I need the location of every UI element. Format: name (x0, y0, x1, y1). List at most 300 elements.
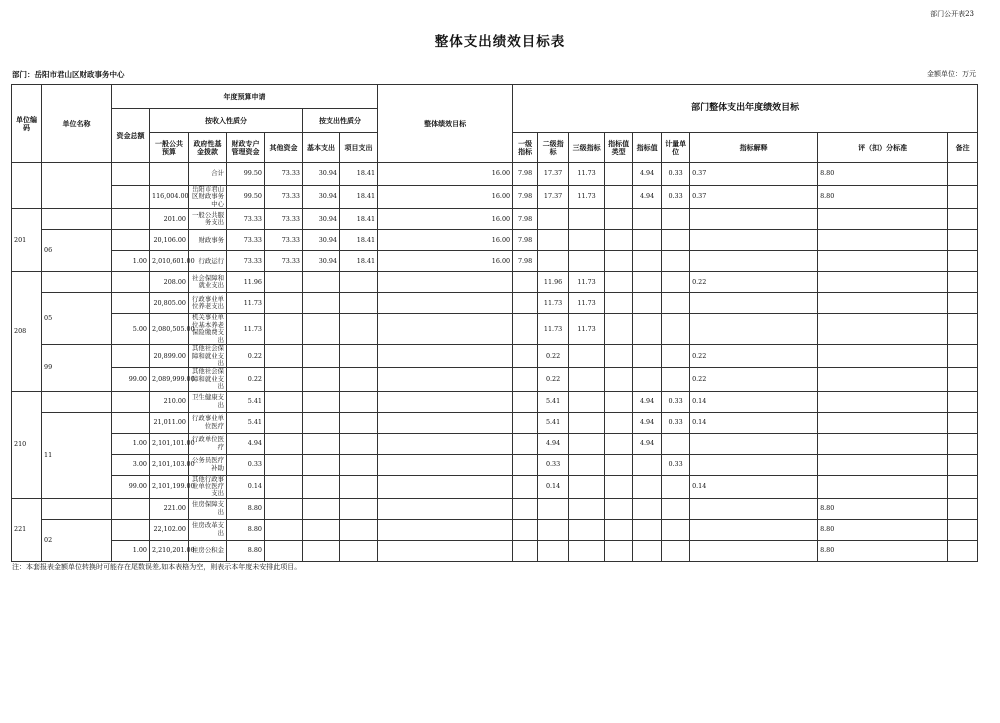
table-cell: 一般公共服务支出 (189, 209, 227, 230)
table-cell (948, 433, 978, 454)
table-cell (340, 519, 378, 540)
unit-label: 金额单位：万元 (927, 70, 976, 78)
table-cell (513, 540, 538, 561)
table-cell (569, 540, 605, 561)
table-cell (818, 314, 948, 345)
table-cell: 11.73 (538, 293, 569, 314)
table-cell (340, 433, 378, 454)
header-ind-val: 指标值 (633, 133, 662, 163)
table-cell (605, 209, 633, 230)
subcode-group-cell (42, 391, 112, 412)
table-row (12, 251, 978, 272)
table-cell (633, 293, 662, 314)
table-cell (662, 230, 690, 251)
table-cell (948, 293, 978, 314)
table-cell: 20,106.00 (150, 230, 189, 251)
table-cell (340, 475, 378, 498)
table-cell (303, 412, 340, 433)
table-cell (948, 345, 978, 368)
header-special: 财政专户管理资金 (227, 133, 265, 163)
code-group-cell: 221 (12, 498, 42, 561)
table-cell (340, 368, 378, 391)
table-cell: 30.94 (303, 251, 340, 272)
table-cell: 社会保障和就业支出 (189, 272, 227, 293)
table-cell (662, 498, 690, 519)
table-cell (513, 412, 538, 433)
table-cell: 行政事业单位养老支出 (189, 293, 227, 314)
table-cell (569, 412, 605, 433)
table-cell (303, 391, 340, 412)
subcode-group-cell (42, 209, 112, 230)
header-ind-unit: 计量单位 (662, 133, 690, 163)
header-ind-type: 指标值类型 (605, 133, 633, 163)
table-cell (948, 186, 978, 209)
table-cell: 4.94 (538, 433, 569, 454)
table-cell: 7.98 (513, 186, 538, 209)
table-cell: 0.33 (538, 454, 569, 475)
header-by-income: 按收入性质分 (150, 109, 303, 133)
table-cell: 73.33 (265, 186, 303, 209)
subcode-group-cell (42, 272, 112, 293)
table-cell: 其他社会保障和就业支出 (189, 345, 227, 368)
table-cell (303, 475, 340, 498)
table-cell (948, 272, 978, 293)
code-group-cell: 208 (12, 272, 42, 391)
table-row (12, 314, 978, 345)
table-cell (112, 230, 150, 251)
table-cell: 0.14 (227, 475, 265, 498)
table-cell (605, 293, 633, 314)
table-cell (340, 345, 378, 368)
table-cell (112, 186, 150, 209)
table-cell (605, 454, 633, 475)
department-label: 部门：岳阳市君山区财政事务中心 (12, 70, 125, 79)
table-cell: 11.96 (538, 272, 569, 293)
header-ind2: 二级指标 (538, 133, 569, 163)
table-cell (662, 314, 690, 345)
header-basic: 基本支出 (303, 133, 340, 163)
table-cell: 18.41 (340, 209, 378, 230)
table-cell (513, 433, 538, 454)
table-cell (513, 519, 538, 540)
table-cell: 0.22 (227, 345, 265, 368)
table-cell: 11.73 (227, 293, 265, 314)
table-cell (662, 433, 690, 454)
table-cell (569, 433, 605, 454)
table-cell (303, 433, 340, 454)
table-cell (605, 272, 633, 293)
table-cell (662, 345, 690, 368)
table-cell (378, 272, 513, 293)
table-cell (948, 251, 978, 272)
table-cell: 4.94 (633, 433, 662, 454)
table-cell: 11.73 (538, 314, 569, 345)
table-cell (948, 368, 978, 391)
table-cell: 0.33 (227, 454, 265, 475)
table-cell: 17.37 (538, 163, 569, 186)
table-cell (265, 475, 303, 498)
table-cell: 8.80 (818, 498, 948, 519)
table-cell: 20,805.00 (150, 293, 189, 314)
table-cell (605, 498, 633, 519)
table-cell: 行政运行 (189, 251, 227, 272)
table-cell (605, 433, 633, 454)
table-row (12, 230, 978, 251)
table-cell (513, 314, 538, 345)
table-cell (265, 391, 303, 412)
table-cell (112, 391, 150, 412)
table-cell (633, 475, 662, 498)
table-cell: 4.94 (633, 163, 662, 186)
table-cell (662, 519, 690, 540)
table-cell (605, 163, 633, 186)
table-cell: 0.14 (538, 475, 569, 498)
table-cell (948, 454, 978, 475)
table-cell (605, 230, 633, 251)
table-cell (303, 498, 340, 519)
table-cell: 0.33 (662, 412, 690, 433)
subcode-group-cell (42, 498, 112, 519)
table-cell (513, 293, 538, 314)
table-cell (818, 293, 948, 314)
table-row (12, 412, 978, 433)
header-budget-apply: 年度预算申请 (112, 85, 378, 109)
table-cell: 8.80 (818, 163, 948, 186)
table-cell (633, 540, 662, 561)
table-cell (538, 498, 569, 519)
table-cell: 16.00 (378, 230, 513, 251)
table-cell: 18.41 (340, 163, 378, 186)
table-cell: 30.94 (303, 163, 340, 186)
table-cell (378, 454, 513, 475)
table-cell: 1.00 (112, 433, 150, 454)
table-cell: 8.80 (227, 498, 265, 519)
table-cell (605, 412, 633, 433)
table-cell (818, 368, 948, 391)
table-cell (605, 368, 633, 391)
table-cell: 22,102.00 (150, 519, 189, 540)
table-cell (112, 498, 150, 519)
subcode-group-cell: 02 (42, 519, 112, 561)
table-cell: 11.73 (569, 186, 605, 209)
table-cell (633, 519, 662, 540)
table-cell (265, 314, 303, 345)
footnote: 注：本套报表金额单位转换时可能存在尾数误差,如本表格为空，则表示本年度未安排此项目。 (12, 563, 302, 571)
table-row (12, 475, 978, 498)
table-cell: 4.94 (633, 391, 662, 412)
subcode-group-cell: 06 (42, 230, 112, 272)
table-cell (340, 412, 378, 433)
table-cell (605, 475, 633, 498)
table-cell (340, 454, 378, 475)
table-cell (948, 230, 978, 251)
subcode-group-cell (42, 163, 112, 209)
table-cell: 0.33 (662, 186, 690, 209)
table-cell (340, 391, 378, 412)
table-cell (303, 293, 340, 314)
table-cell: 73.33 (265, 230, 303, 251)
table-cell (378, 540, 513, 561)
table-cell (513, 368, 538, 391)
table-cell (605, 540, 633, 561)
table-cell: 机关事业单位基本养老保险缴费支出 (189, 314, 227, 345)
table-cell (633, 272, 662, 293)
table-cell (948, 209, 978, 230)
table-cell: 8.80 (227, 519, 265, 540)
table-cell (690, 314, 818, 345)
table-cell (378, 433, 513, 454)
table-cell: 11.73 (227, 314, 265, 345)
code-group-cell: 210 (12, 391, 42, 498)
table-cell (633, 209, 662, 230)
table-cell (818, 272, 948, 293)
table-row (12, 345, 978, 368)
table-cell (265, 433, 303, 454)
table-cell: 7.98 (513, 163, 538, 186)
table-cell: 8.80 (818, 186, 948, 209)
table-cell: 0.22 (538, 368, 569, 391)
table-cell: 2,101,101.00 (150, 433, 189, 454)
table-cell: 73.33 (227, 230, 265, 251)
table-cell (340, 272, 378, 293)
table-cell (112, 412, 150, 433)
table-cell (633, 368, 662, 391)
subcode-group-cell: 05 (42, 293, 112, 345)
table-cell (513, 498, 538, 519)
table-row (12, 498, 978, 519)
table-cell: 5.41 (538, 412, 569, 433)
subcode-group-cell: 99 (42, 345, 112, 391)
header-dept-goal: 部门整体支出年度绩效目标 (513, 85, 978, 133)
table-cell (112, 163, 150, 186)
table-cell (378, 391, 513, 412)
table-cell (605, 391, 633, 412)
table-cell: 5.00 (112, 314, 150, 345)
table-cell (265, 540, 303, 561)
table-cell (690, 209, 818, 230)
subcode-group-cell: 11 (42, 412, 112, 498)
table-cell (818, 251, 948, 272)
table-cell (633, 454, 662, 475)
table-cell: 2,101,199.00 (150, 475, 189, 498)
table-cell (662, 540, 690, 561)
table-cell (690, 498, 818, 519)
table-cell: 30.94 (303, 230, 340, 251)
table-cell: 4.94 (227, 433, 265, 454)
table-cell: 20,899.00 (150, 345, 189, 368)
header-ind1: 一级指标 (513, 133, 538, 163)
table-cell: 2,101,103.00 (150, 454, 189, 475)
table-cell: 0.14 (690, 475, 818, 498)
table-cell: 0.37 (690, 163, 818, 186)
table-cell (948, 540, 978, 561)
table-cell (112, 272, 150, 293)
table-cell (569, 345, 605, 368)
table-cell: 21,011.00 (150, 412, 189, 433)
table-cell (818, 230, 948, 251)
table-cell: 30.94 (303, 209, 340, 230)
header-scoring: 评（扣）分标准 (818, 133, 948, 163)
table-cell: 99.50 (227, 186, 265, 209)
table-cell: 11.73 (569, 314, 605, 345)
table-cell (605, 314, 633, 345)
table-cell: 99.50 (227, 163, 265, 186)
code-group-cell: 201 (12, 209, 42, 272)
table-cell (112, 345, 150, 368)
table-cell: 0.33 (662, 163, 690, 186)
table-cell: 岳阳市君山区财政事务中心 (189, 186, 227, 209)
table-cell (948, 163, 978, 186)
table-cell (948, 519, 978, 540)
table-cell: 16.00 (378, 209, 513, 230)
table-cell (569, 519, 605, 540)
table-cell (303, 368, 340, 391)
table-cell: 18.41 (340, 186, 378, 209)
table-cell: 2,080,505.00 (150, 314, 189, 345)
table-cell: 11.96 (227, 272, 265, 293)
table-cell (340, 540, 378, 561)
table-cell: 30.94 (303, 186, 340, 209)
header-name: 单位名称 (42, 85, 112, 163)
table-cell (265, 345, 303, 368)
code-group-cell (12, 163, 42, 209)
table-row (12, 293, 978, 314)
table-cell: 16.00 (378, 186, 513, 209)
table-cell: 1.00 (112, 540, 150, 561)
table-cell (378, 314, 513, 345)
table-cell: 行政单位医疗 (189, 433, 227, 454)
table-cell: 7.98 (513, 230, 538, 251)
table-cell (569, 209, 605, 230)
table-cell: 73.33 (265, 163, 303, 186)
table-cell (538, 251, 569, 272)
table-cell (818, 391, 948, 412)
table-row (12, 186, 978, 209)
table-cell: 3.00 (112, 454, 150, 475)
table-cell: 11.73 (569, 293, 605, 314)
table-cell (605, 345, 633, 368)
table-cell: 0.22 (227, 368, 265, 391)
table-cell: 7.98 (513, 209, 538, 230)
table-cell (265, 412, 303, 433)
table-cell (303, 345, 340, 368)
table-cell (513, 454, 538, 475)
table-cell (605, 186, 633, 209)
table-cell (948, 412, 978, 433)
table-cell (569, 368, 605, 391)
table-cell: 73.33 (265, 209, 303, 230)
header-ind-explain: 指标解释 (690, 133, 818, 163)
table-cell: 2,210,201.00 (150, 540, 189, 561)
table-cell: 208.00 (150, 272, 189, 293)
table-cell: 99.00 (112, 368, 150, 391)
table-cell (112, 209, 150, 230)
table-cell (513, 391, 538, 412)
table-cell: 5.41 (227, 412, 265, 433)
table-cell: 5.41 (227, 391, 265, 412)
table-cell (569, 498, 605, 519)
table-cell (303, 454, 340, 475)
table-cell (690, 433, 818, 454)
table-cell: 17.37 (538, 186, 569, 209)
table-cell (265, 368, 303, 391)
table-row (12, 391, 978, 412)
table-cell (340, 293, 378, 314)
header-overall-goal: 整体绩效目标 (378, 85, 513, 163)
table-cell (605, 519, 633, 540)
table-cell (948, 314, 978, 345)
table-cell: 99.00 (112, 475, 150, 498)
table-cell (265, 272, 303, 293)
header-general: 一般公共预算 (150, 133, 189, 163)
table-cell: 0.33 (662, 454, 690, 475)
table-cell: 0.33 (662, 391, 690, 412)
page-title: 整体支出绩效目标表 (434, 34, 566, 50)
table-cell (303, 540, 340, 561)
table-cell: 18.41 (340, 230, 378, 251)
table-cell (633, 498, 662, 519)
table-cell (265, 454, 303, 475)
table-cell: 卫生健康支出 (189, 391, 227, 412)
header-code: 单位编码 (12, 85, 42, 163)
table-row (12, 209, 978, 230)
table-cell (605, 251, 633, 272)
table-cell (690, 293, 818, 314)
table-cell (303, 314, 340, 345)
table-cell: 住房保障支出 (189, 498, 227, 519)
table-cell: 财政事务 (189, 230, 227, 251)
table-cell (662, 368, 690, 391)
table-cell (513, 272, 538, 293)
table-cell (818, 475, 948, 498)
table-cell: 其他行政事业单位医疗支出 (189, 475, 227, 498)
table-cell (569, 391, 605, 412)
table-cell (538, 540, 569, 561)
table-cell (378, 475, 513, 498)
table-row (12, 433, 978, 454)
table-cell (378, 498, 513, 519)
table-cell (378, 345, 513, 368)
header-gov-fund: 政府性基金拨款 (189, 133, 227, 163)
table-cell (818, 209, 948, 230)
table-cell (265, 498, 303, 519)
header-by-expense: 按支出性质分 (303, 109, 378, 133)
table-cell: 0.22 (538, 345, 569, 368)
performance-table (11, 84, 978, 562)
table-cell: 18.41 (340, 251, 378, 272)
table-cell: 2,089,999.00 (150, 368, 189, 391)
table-cell (818, 454, 948, 475)
table-cell (265, 293, 303, 314)
table-cell: 201.00 (150, 209, 189, 230)
header-ind3: 三级指标 (569, 133, 605, 163)
table-cell (569, 230, 605, 251)
header-other: 其他资金 (265, 133, 303, 163)
table-cell (690, 519, 818, 540)
table-cell (378, 293, 513, 314)
table-cell: 7.98 (513, 251, 538, 272)
table-cell (569, 475, 605, 498)
table-cell (150, 163, 189, 186)
table-cell: 73.33 (227, 209, 265, 230)
table-cell: 8.80 (818, 540, 948, 561)
table-cell (633, 251, 662, 272)
table-cell (303, 272, 340, 293)
table-cell: 116,004.00 (150, 186, 189, 209)
table-cell: 4.94 (633, 412, 662, 433)
table-cell: 16.00 (378, 251, 513, 272)
header-total: 资金总额 (112, 109, 150, 163)
